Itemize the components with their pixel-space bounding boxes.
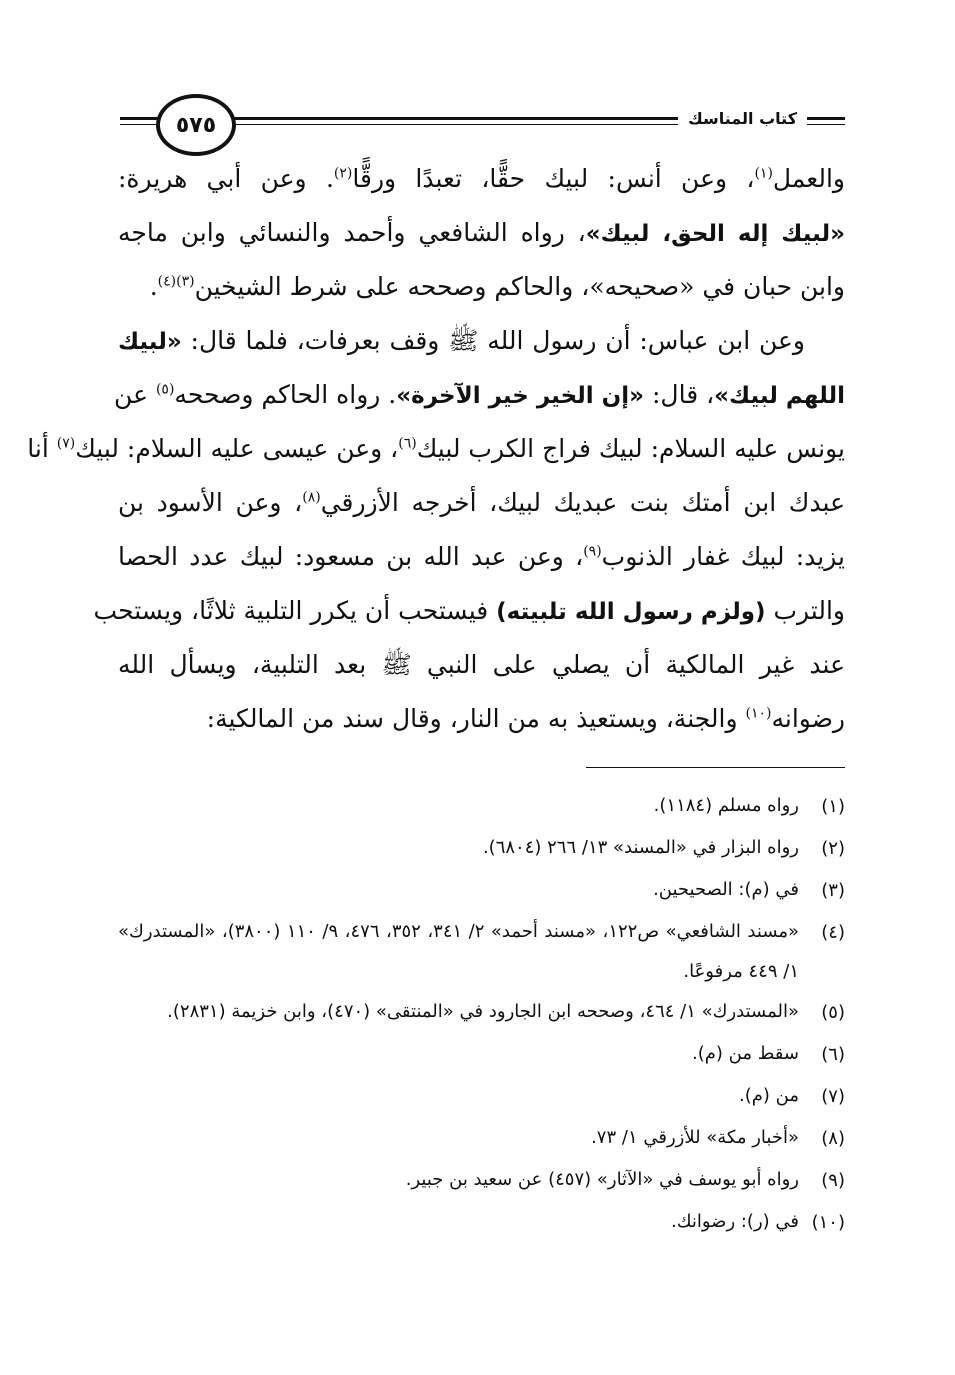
body-line: يونس عليه السلام: لبيك فراج الكرب لبيك$^{(٦)}$، وعن عيسى عليه السلام: لبيك$^{(٧)}$ أنا <box>27 434 845 463</box>
body-line: وابن حبان في «صحيحه»، والحاكم وصححه على شرط الشيخين$^{(٣)(٤)}$. <box>149 272 845 301</box>
body-line: والترب (ولزم رسول الله تلبيته) فيستحب أن يكرر التلبية ثلاثًا، ويستحب <box>93 596 845 625</box>
footnote <box>118 1076 845 1118</box>
footnote-number: (١٠) <box>811 1212 845 1233</box>
footnote-number: (٨) <box>821 1128 845 1149</box>
footnote-text: «أخبار مكة» للأزرقي ١/ ٧٣. <box>591 1127 799 1148</box>
footnotes <box>118 786 845 1244</box>
footnote <box>118 1160 845 1202</box>
footnote <box>118 870 845 912</box>
footnote-text: «المستدرك» ١/ ٤٦٤، وصححه ابن الجارود في «المنتقى» (٤٧٠)، وابن خزيمة (٢٨٣١). <box>167 1001 799 1022</box>
page-number-badge <box>156 94 236 156</box>
footnote-number: (٧) <box>821 1086 845 1107</box>
body-text <box>27 152 846 746</box>
footnote-number: (٥) <box>821 1002 845 1023</box>
footnote <box>118 1202 845 1244</box>
footnote-text: من (م). <box>739 1085 799 1106</box>
footnote-text: في (ر): رضوانك. <box>670 1211 799 1232</box>
body-line: والعمل$^{(١)}$، وعن أنس: لبيك حقًّا، تعبدًا ورقًّا$^{(٢)}$. وعن أبي هريرة: <box>118 164 845 193</box>
body-line: وعن ابن عباس: أن رسول الله ﷺ وقف بعرفات، فلما قال: «لبيك <box>118 326 805 355</box>
body-line: اللهم لبيك»، قال: «إن الخير خير الآخرة». رواه الحاكم وصححه$^{(٥)}$ عن <box>114 380 845 409</box>
footnote-number: (٤) <box>821 922 845 943</box>
footnote-text: في (م): الصحيحين. <box>653 879 799 900</box>
footnote-text: «مسند الشافعي» ص١٢٢، «مسند أحمد» ٢/ ٣٤١، ٣٥٢، ٤٧٦، ٩/ ١١٠ (٣٨٠٠)، «المستدرك» ١/ ٤٤٩ مرفوعًا. <box>118 921 800 982</box>
footnote-number: (٩) <box>821 1170 845 1191</box>
page-number: ٥٧٥ <box>175 112 217 138</box>
footnote-number: (٣) <box>821 880 845 901</box>
footnote <box>118 1034 845 1076</box>
body-line: رضوانه$^{(١٠)}$ والجنة، ويستعيذ به من النار، وقال سند من المالكية: <box>206 704 845 733</box>
body-line: «لبيك إله الحق، لبيك»، رواه الشافعي وأحمد والنسائي وابن ماجه <box>118 218 845 247</box>
footnote <box>118 786 845 828</box>
footnote-text: رواه مسلم (١١٨٤). <box>653 795 799 816</box>
footnote-text: رواه أبو يوسف في «الآثار» (٤٥٧) عن سعيد بن جبير. <box>405 1169 799 1190</box>
body-line: عند غير المالكية أن يصلي على النبي ﷺ بعد التلبية، ويسأل الله <box>118 650 845 679</box>
footnote-number: (٦) <box>821 1044 845 1065</box>
footnote-number: (١) <box>821 796 845 817</box>
footnote-text: رواه البزار في «المسند» ١٣/ ٢٦٦ (٦٨٠٤). <box>482 837 799 858</box>
footnote <box>118 828 845 870</box>
footnote <box>118 1118 845 1160</box>
footnote <box>118 992 845 1034</box>
footnote-separator <box>586 767 845 768</box>
book-title: كتاب المناسك <box>678 108 807 130</box>
footnote <box>118 912 845 992</box>
body-line: يزيد: لبيك غفار الذنوب$^{(٩)}$، وعن عبد الله بن مسعود: لبيك عدد الحصا <box>118 542 846 571</box>
footnote-text: سقط من (م). <box>692 1043 799 1064</box>
body-line: عبدك ابن أمتك بنت عبديك لبيك، أخرجه الأزرقي$^{(٨)}$، وعن الأسود بن <box>118 488 845 517</box>
footnote-number: (٢) <box>821 838 845 859</box>
